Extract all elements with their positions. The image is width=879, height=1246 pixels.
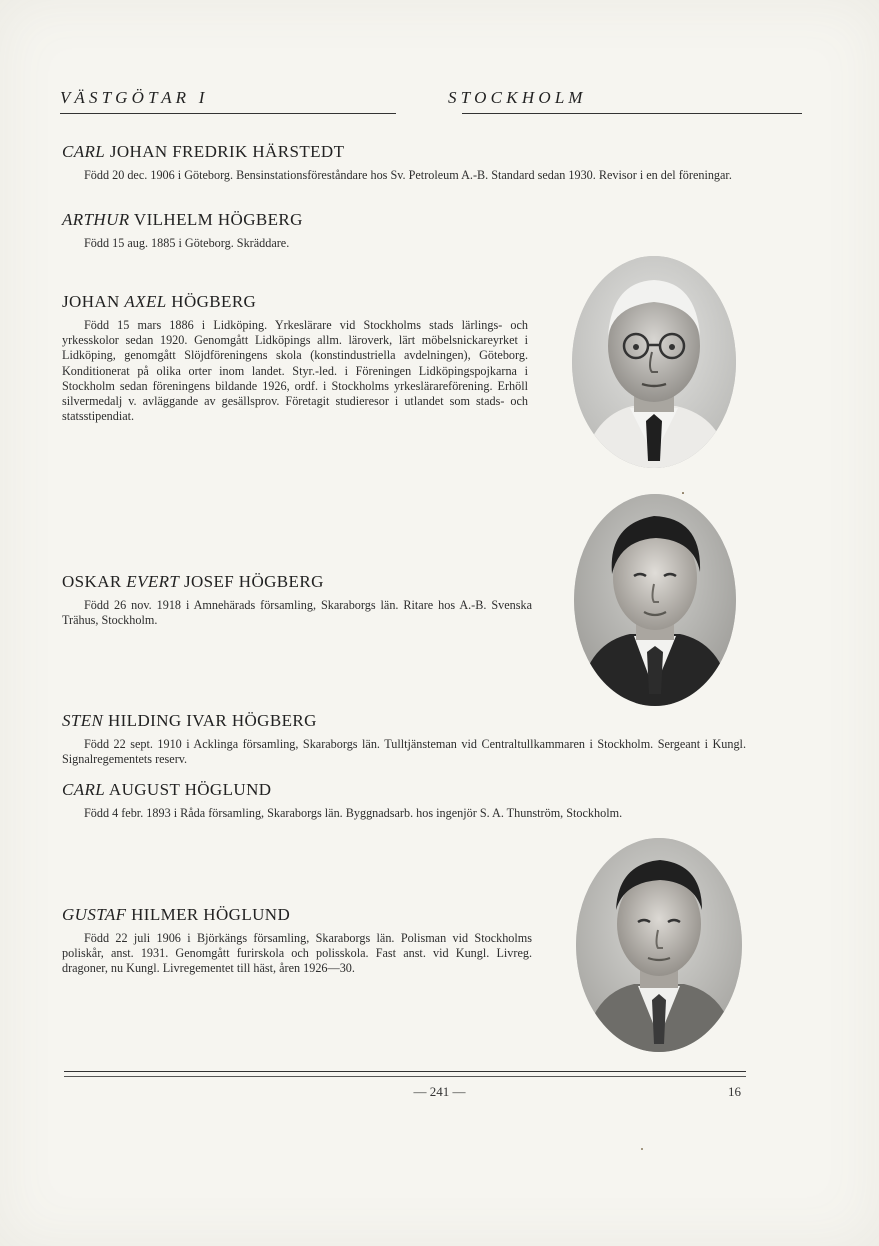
entry-name (62, 292, 528, 312)
entry-name (62, 142, 742, 162)
entry-name (62, 711, 746, 731)
entry-axel-hogberg (62, 292, 528, 424)
paper-speck (641, 1148, 643, 1150)
entry-evert-hogberg (62, 572, 532, 628)
entry-bio: Född 20 dec. 1906 i Göteborg. Bensinstationsföreståndare hos Sv. Petroleum A.-B. Standard sedan 1930. Revisor i en del föreningar. (84, 168, 732, 182)
portrait-photo (572, 256, 736, 468)
portrait-photo (576, 838, 742, 1052)
entry-first-name: OSKAR (62, 572, 122, 591)
entry-surname: HÖGBERG (171, 292, 257, 311)
entry-given-name: CARL (62, 142, 106, 161)
entry-harstedt (62, 142, 742, 183)
portrait-axel-hogberg (572, 256, 736, 468)
entry-bio: Född 15 mars 1886 i Lidköping. Yrkeslärare vid Stockholms stads lärlings- och yrkesskolor sedan 1920. Genomgått Lidköpings allm. läroverk, lärt möbelsnickareyrket i Lidköping, genomgått Slöjdföreningens skola (konstindustriella avdelningen), Göteborg. Konditionerat på olika orter inom landet. Styr.-led. i Föreningen Lidköpingspojkarna i Stockholm sedan föreningens bildande 1926, ordf. i Stockholms yrkeslärareförening. Erhöll silvermedalj v. avläggande av gesällsprov. Företagit studieresor i utlandet som stads- och statsstipendiat. (62, 318, 528, 424)
entry-surname: JOHAN FREDRIK HÄRSTEDT (109, 142, 345, 161)
entry-given-name: CARL (62, 780, 106, 799)
entry-name (62, 572, 532, 592)
entry-bio: Född 22 sept. 1910 i Acklinga församling, Skaraborgs län. Tulltjänsteman vid Centraltullkammaren i Stockholm. Sergeant i Kungl. Signalregementets reserv. (62, 737, 746, 767)
entry-carl-hoglund (62, 780, 746, 821)
paper-speck (682, 492, 684, 494)
page-number: — 241 — (413, 1084, 466, 1099)
entry-given-name: AXEL (124, 292, 167, 311)
entry-surname: VILHELM HÖGBERG (133, 210, 303, 229)
signature-number: 16 (728, 1084, 741, 1099)
running-header-left: V Ä S T G Ö T A R I (60, 88, 205, 107)
entry-gustaf-hoglund (62, 905, 532, 977)
footer-rule (64, 1076, 746, 1077)
entry-surname: HILMER HÖGLUND (131, 905, 291, 924)
footer-rule (64, 1071, 746, 1072)
entry-sten-hogberg (62, 711, 746, 767)
entry-surname: AUGUST HÖGLUND (108, 780, 272, 799)
header-rule (60, 113, 396, 114)
entry-given-name: EVERT (126, 572, 180, 591)
entry-name (62, 905, 532, 925)
header-rule (462, 113, 802, 114)
entry-bio: Född 22 juli 1906 i Björkängs församling, Skaraborgs län. Polisman vid Stockholms poliskår, anst. 1931. Genomgått furirskola och polisskola. Fast anst. vid Kungl. Livreg. dragoner, nu Kungl. Livregementet till häst, åren 1926—30. (62, 931, 532, 976)
entry-name (62, 780, 746, 800)
entry-bio: Född 15 aug. 1885 i Göteborg. Skräddare. (84, 236, 290, 250)
entry-arthur-hogberg (62, 210, 742, 251)
portrait-evert-hogberg (574, 494, 736, 706)
entry-given-name: STEN (62, 711, 104, 730)
entry-bio: Född 4 febr. 1893 i Råda församling, Skaraborgs län. Byggnadsarb. hos ingenjör S. A. Thunström, Stockholm. (84, 806, 623, 820)
running-header-right: S T O C K H O L M (448, 88, 583, 107)
entry-surname: JOSEF HÖGBERG (183, 572, 324, 591)
portrait-photo (574, 494, 736, 706)
entry-name (62, 210, 742, 230)
entry-first-name: JOHAN (62, 292, 120, 311)
running-header (60, 88, 744, 114)
entry-given-name: ARTHUR (62, 210, 130, 229)
portrait-gustaf-hoglund (576, 838, 742, 1052)
entry-surname: HILDING IVAR HÖGBERG (107, 711, 317, 730)
entry-given-name: GUSTAF (62, 905, 127, 924)
entry-bio: Född 26 nov. 1918 i Amnehärads församling, Skaraborgs län. Ritare hos A.-B. Svenska Trähus, Stockholm. (62, 598, 532, 628)
